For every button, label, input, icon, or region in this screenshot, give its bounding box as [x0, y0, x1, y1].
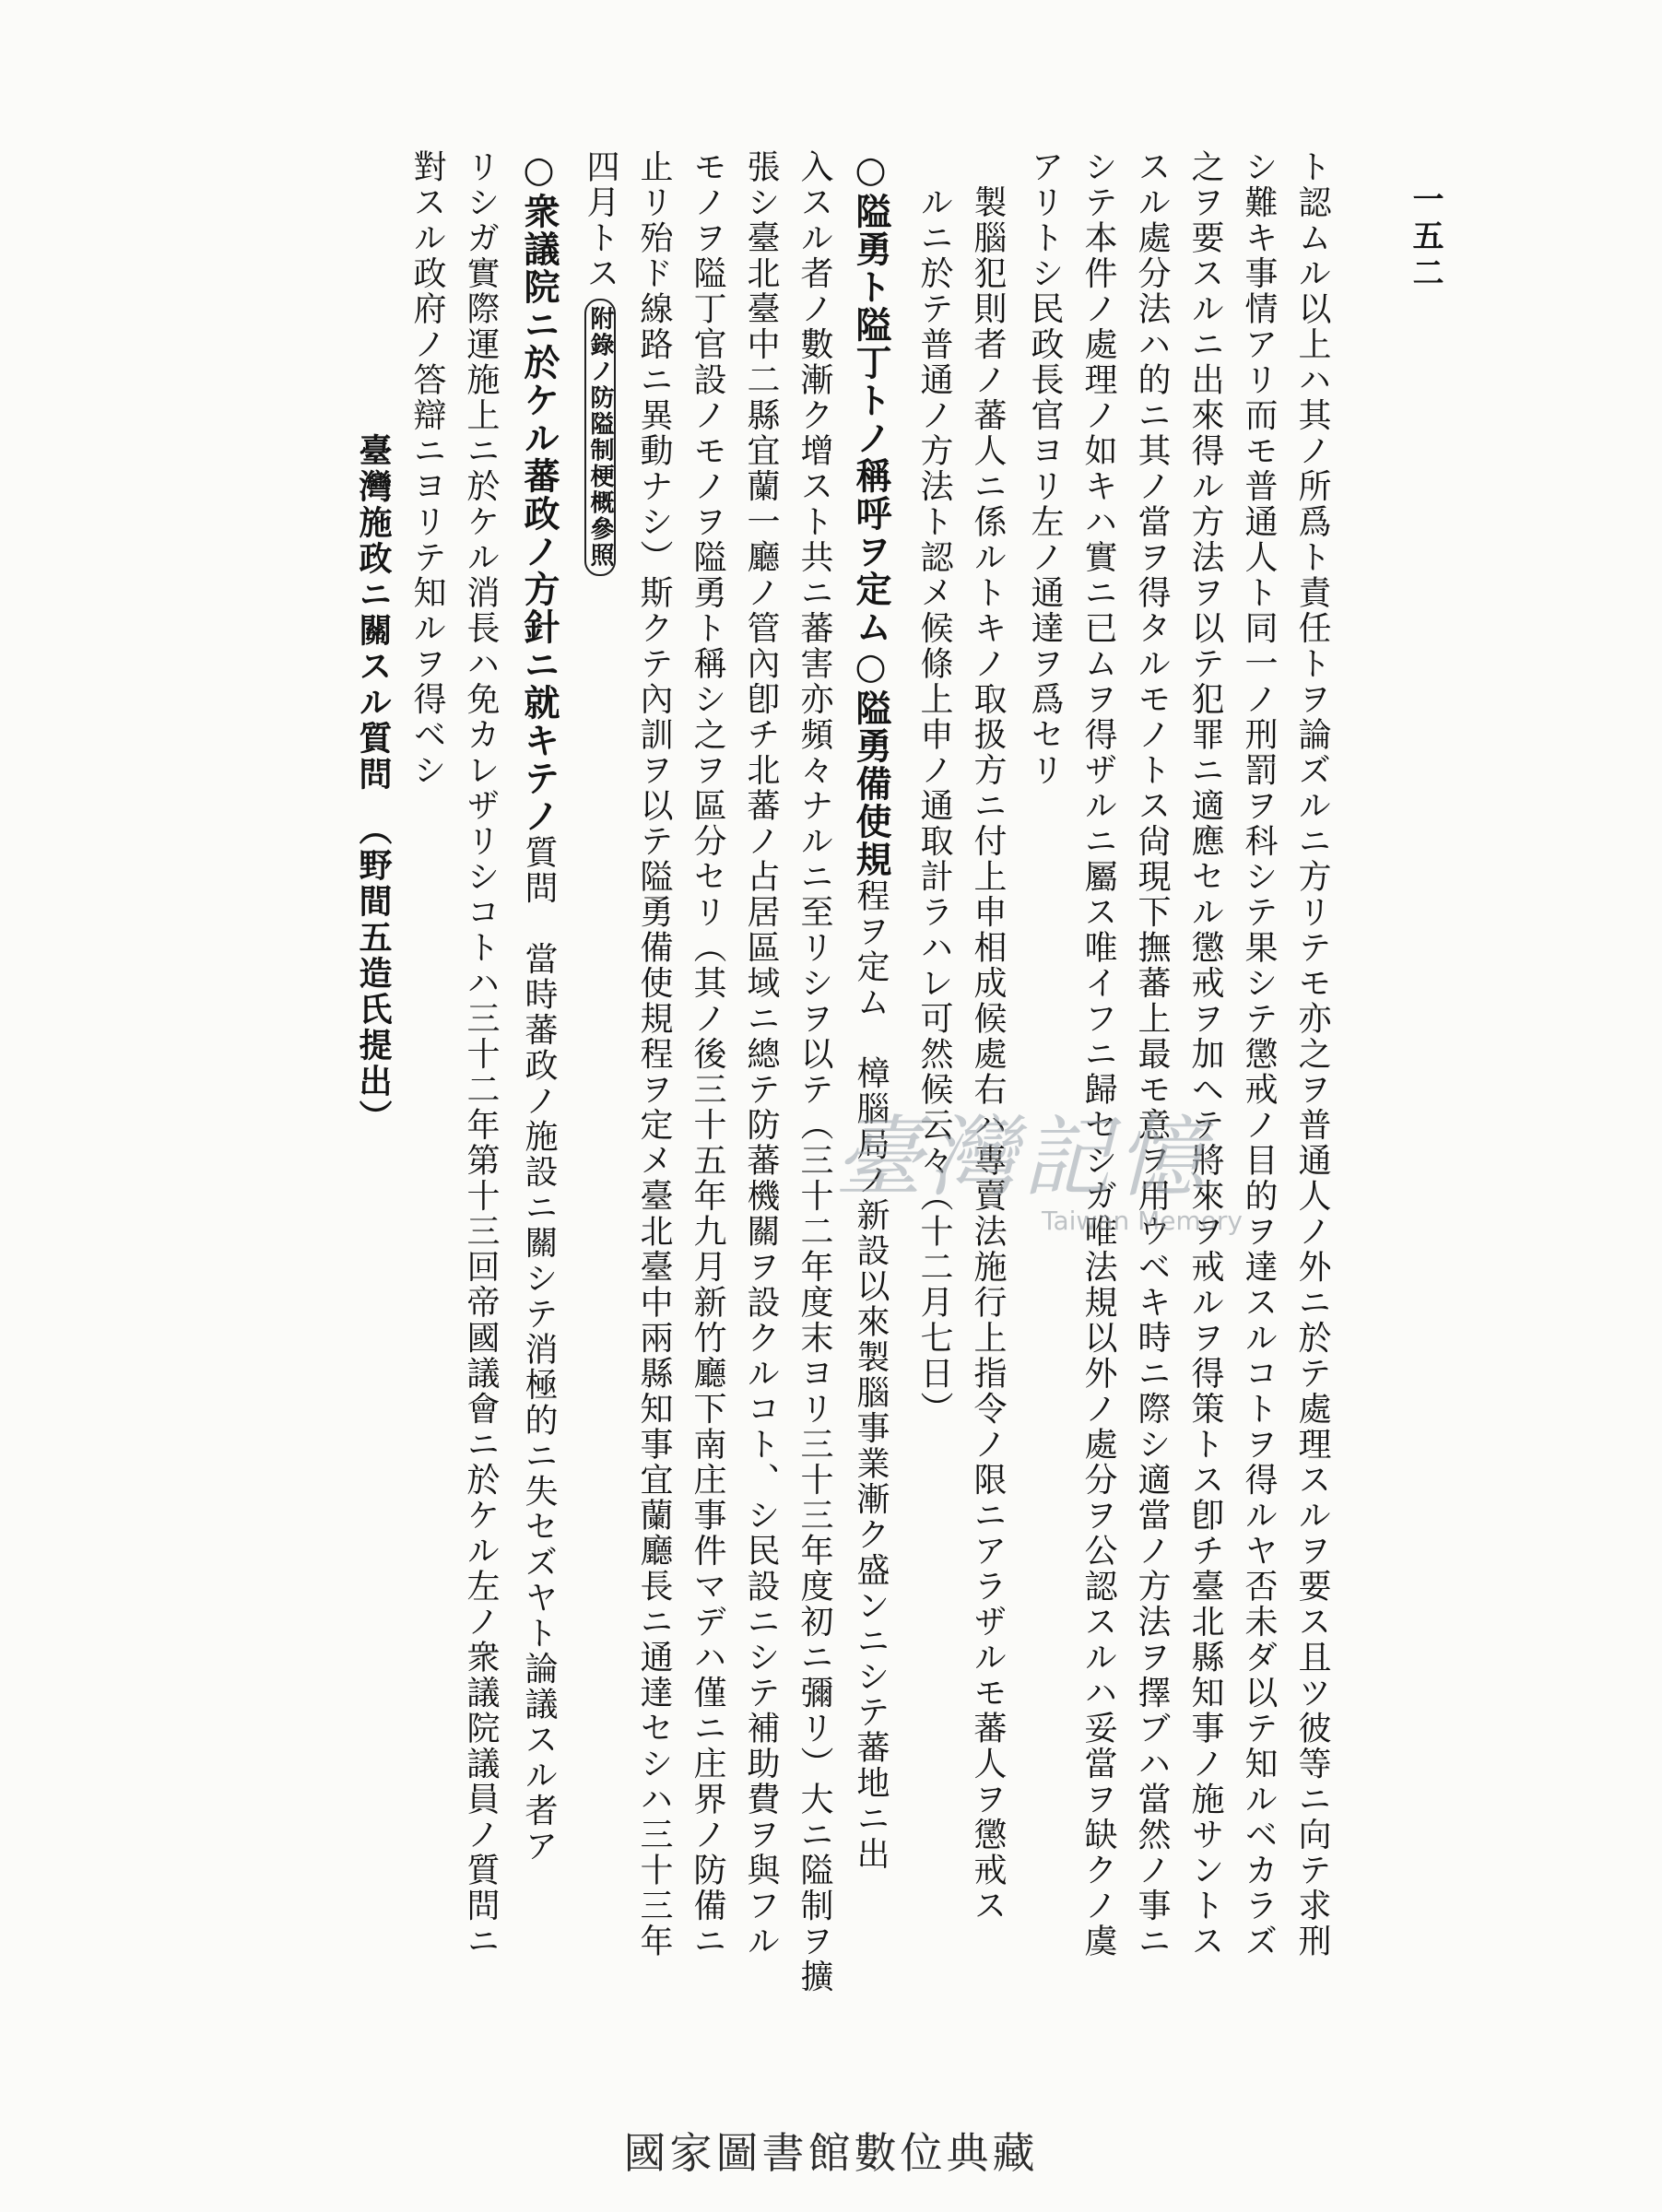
text-column [690, 149, 724, 1959]
section-heading-column [518, 149, 560, 1865]
appendix-note: 附錄ノ防隘制梗概參照 [584, 299, 616, 576]
watermark-english: Taiwan Memory [1042, 1206, 1243, 1236]
watermark-chinese: 臺灣記憶 [834, 1106, 1210, 1209]
column-text: ルニ於テ普通ノ方法ト認メ候條上申ノ通取計ラハレ可然候云々（十二月七日） [915, 149, 953, 1427]
column-text: 張シ臺北臺中二縣宜蘭一廳ノ管內卽チ北蕃ノ占居區域ニ總テ防蕃機關ヲ設クルコト、シ民設ニシテ補助費ヲ與フル [742, 149, 780, 1959]
text-column [1133, 149, 1171, 1959]
column-text: リシガ實際運施上ニ於ケル消長ハ免カレザリシコトハ三十二年第十三回帝國議會ニ於ケル左ノ衆議院議員ノ質問ニ [462, 149, 500, 1959]
column-text: 止リ殆ド線路ニ異動ナシ）斯クテ內訓ヲ以テ隘勇備使規程ヲ定メ臺北臺中兩縣知事宜蘭廳長ニ通達セシハ三十三年 [635, 149, 673, 1959]
column-text: 對スル政府ノ答辯ニヨリテ知ルヲ得ベシ [408, 149, 446, 788]
column-text: モノヲ隘丁官設ノモノヲ隘勇ト稱シ之ヲ區分セリ（其ノ後三十五年九月新竹廳下南庄事件マデハ僅ニ庄界ノ防備ニ [689, 149, 726, 1959]
text-column [797, 149, 831, 1994]
text-column [462, 149, 500, 1959]
section-heading: ○衆議院ニ於ケル蕃政ノ方針ニ就キテノ [518, 149, 560, 835]
column-text: 入スル者ノ數漸ク增スト共ニ蕃害亦頻々ナルニ至リシヲ以テ（三十二年度末ヨリ三十三年度初ニ彌リ）大ニ隘制ヲ擴 [796, 149, 833, 1994]
text-column [1186, 149, 1224, 1959]
column-text: シ難キ事情アリ而モ普通人ト同一ノ刑罰ヲ科シテ果シテ懲戒ノ目的ヲ達スルコトヲ得ルヤ否未ダ以テ知ルベカラズ [1240, 149, 1278, 1959]
text-column [1240, 149, 1278, 1959]
text-column [583, 149, 617, 576]
column-text: アリトシ民政長官ヨリ左ノ通達ヲ爲セリ [1026, 149, 1064, 788]
question-title: 臺灣施政ニ關スル質問 （野間五造氏提出） [354, 433, 393, 1135]
column-text: 之ヲ要スルニ出來得ル方法ヲ以テ犯罪ニ適應セル懲戒ヲ加ヘテ將來ヲ戒ルヲ得策トス卽チ臺北縣知事ノ施サントス [1186, 149, 1224, 1959]
column-text: 質問 當時蕃政ノ施設ニ關シテ消極的ニ失セズヤト論議スル者ア [520, 835, 558, 1865]
section-heading: ○隘勇ト隘丁トノ稱呼ヲ定ム○隘勇備使規 [850, 149, 891, 878]
text-column [1293, 149, 1331, 1959]
column-text: 程ヲ定ム 樟腦局ノ新設以來製腦事業漸ク盛ンニシテ蕃地ニ出 [852, 878, 890, 1872]
text-column [408, 149, 446, 788]
text-column [742, 149, 780, 1959]
column-text: 製腦犯則者ノ蕃人ニ係ルトキノ取扱方ニ付上申相成候處右ハ專賣法施行上指令ノ限ニアラザルモ蕃人ヲ懲戒ス [969, 149, 1007, 1924]
page-number: 一五二 [1407, 182, 1444, 293]
text-column [1079, 149, 1117, 1959]
column-text: スル處分法ハ的ニ其ノ當ヲ得タルモノトス尙現下撫蕃上最モ意ヲ用ウベキ時ニ際シ適當ノ方法ヲ擇ブハ當然ノ事ニ [1133, 149, 1171, 1959]
column-text: 四月トス [582, 149, 619, 291]
text-column [1026, 149, 1064, 788]
question-title-column [354, 433, 393, 1135]
column-text: ト認ムル以上ハ其ノ所爲ト責任トヲ論ズルニ方リテモ亦之ヲ普通人ノ外ニ於テ處理スルヲ要ス且ツ彼等ニ向テ求刑 [1293, 149, 1331, 1959]
text-column [635, 149, 673, 1959]
taiwan-memory-watermark [834, 1088, 1314, 1244]
library-credit: 國家圖書館數位典藏 [623, 2128, 1039, 2178]
section-heading-column [850, 149, 891, 1872]
quoted-column [969, 149, 1007, 1924]
column-text: シテ本件ノ處理ノ如キハ實ニ已ムヲ得ザルニ屬ス唯イフニ歸セシガ唯法規以外ノ處分ヲ公認スルハ妥當ヲ缺クノ虞 [1079, 149, 1117, 1959]
